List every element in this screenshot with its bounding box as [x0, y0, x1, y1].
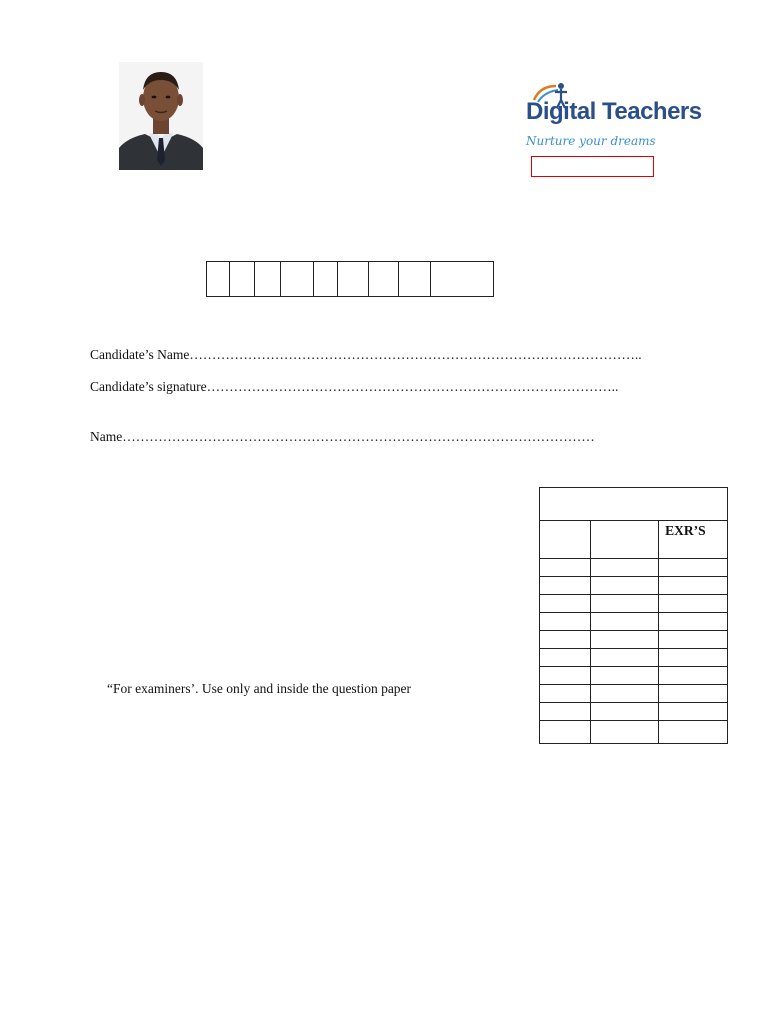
table-cell[interactable] [540, 559, 591, 577]
examiners-note: “For examiners’. Use only and inside the question paper [107, 681, 412, 696]
column-header [540, 521, 591, 559]
number-box[interactable] [338, 262, 369, 296]
table-cell[interactable] [659, 721, 728, 744]
table-row [540, 649, 728, 667]
table-row [540, 721, 728, 744]
table-row [540, 613, 728, 631]
table-cell[interactable] [659, 667, 728, 685]
table-row [540, 577, 728, 595]
table-cell[interactable] [540, 703, 591, 721]
table-cell[interactable] [590, 559, 659, 577]
table-cell[interactable] [659, 685, 728, 703]
candidate-number-boxes [206, 261, 494, 297]
logo-title: Digital Teachers [526, 98, 702, 125]
table-cell[interactable] [540, 685, 591, 703]
number-box[interactable] [255, 262, 281, 296]
table-cell[interactable] [659, 631, 728, 649]
table-cell[interactable] [659, 613, 728, 631]
table-cell[interactable] [540, 613, 591, 631]
candidate-signature-field[interactable]: Candidate’s signature……………………………………………………………………………….. [90, 379, 619, 394]
table-header-row [540, 488, 728, 521]
column-header [590, 521, 659, 559]
table-column-header-row [540, 521, 728, 559]
table-header-cell [540, 488, 728, 521]
number-box[interactable] [399, 262, 431, 296]
number-box[interactable] [314, 262, 338, 296]
number-box[interactable] [230, 262, 255, 296]
person-portrait-icon [119, 62, 203, 170]
candidate-photo [119, 62, 203, 170]
number-box[interactable] [369, 262, 399, 296]
table-cell[interactable] [540, 667, 591, 685]
table-row [540, 559, 728, 577]
table-row [540, 631, 728, 649]
number-box[interactable] [207, 262, 230, 296]
table-cell[interactable] [659, 559, 728, 577]
table-cell[interactable] [659, 577, 728, 595]
number-box[interactable] [431, 262, 494, 296]
table-row [540, 685, 728, 703]
table-cell[interactable] [590, 685, 659, 703]
digital-teachers-logo [524, 80, 702, 152]
table-cell[interactable] [659, 649, 728, 667]
table-cell[interactable] [540, 595, 591, 613]
table-cell[interactable] [590, 613, 659, 631]
table-cell[interactable] [590, 667, 659, 685]
table-cell[interactable] [590, 721, 659, 744]
table-cell[interactable] [540, 649, 591, 667]
table-cell[interactable] [590, 649, 659, 667]
table-cell[interactable] [540, 631, 591, 649]
table-row [540, 703, 728, 721]
name-field[interactable]: Name…………………………………………………………………………………………… [90, 429, 595, 444]
candidate-name-field[interactable]: Candidate’s Name……………………………………………………………………………………….. [90, 347, 642, 362]
table-row [540, 667, 728, 685]
table-cell[interactable] [540, 577, 591, 595]
table-cell[interactable] [590, 595, 659, 613]
logo-tagline: Nurture your dreams [526, 134, 656, 148]
table-row [540, 595, 728, 613]
table-cell[interactable] [590, 577, 659, 595]
table-cell[interactable] [590, 703, 659, 721]
id-entry-box[interactable] [531, 156, 654, 177]
examiners-table [539, 487, 728, 744]
table-cell[interactable] [540, 721, 591, 744]
table-cell[interactable] [659, 595, 728, 613]
number-box[interactable] [281, 262, 314, 296]
table-cell[interactable] [659, 703, 728, 721]
column-header-exrs: EXR’S [659, 521, 728, 559]
table-cell[interactable] [590, 631, 659, 649]
